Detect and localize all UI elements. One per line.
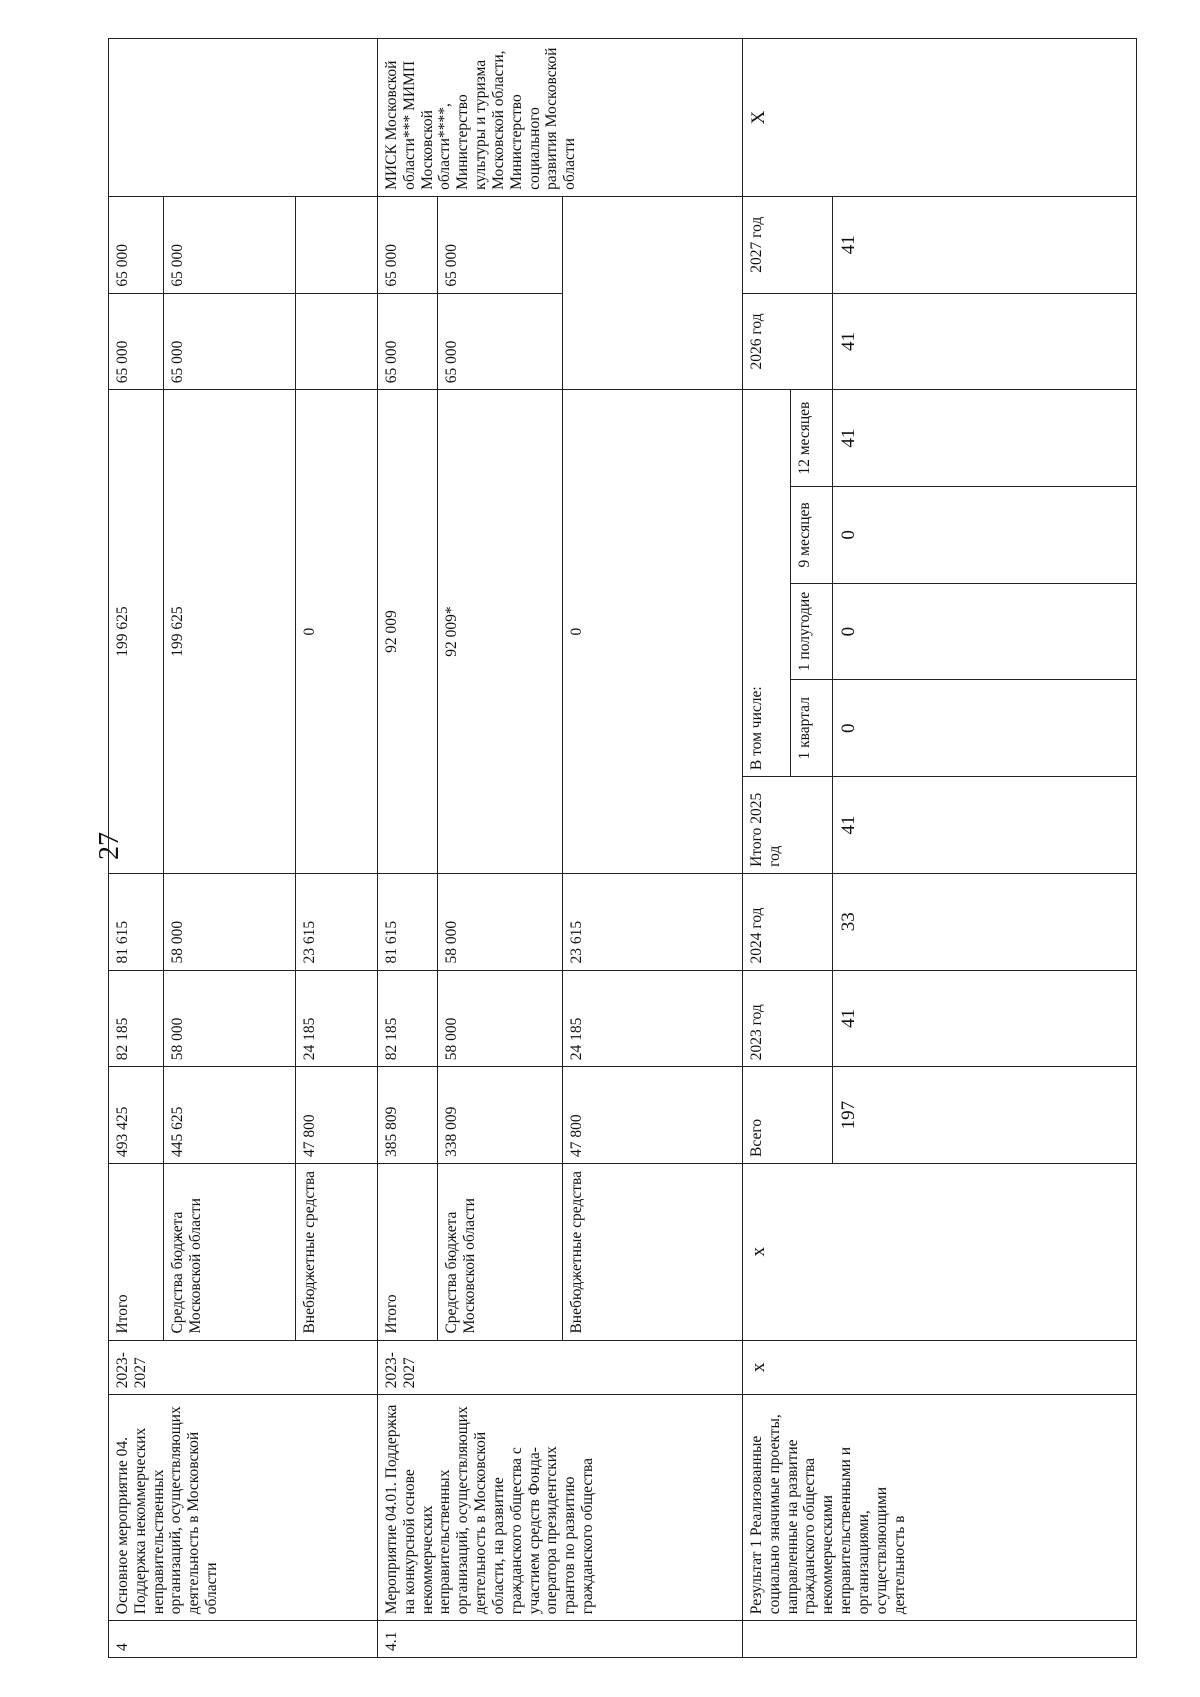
page-number: 27	[94, 832, 125, 860]
result-name: Результат 1 Реализованные социально значимые проекты, направленные на развитие гражданского общества некоммерческими неправительственными и организациями, осуществляющими деятельность в	[743, 1395, 1137, 1621]
amount-2027: 65 000	[378, 196, 438, 293]
value-2027: 41	[833, 196, 1137, 293]
amount-2026	[296, 293, 378, 390]
amount-total: 385 809	[378, 1067, 438, 1164]
value-q1: 0	[833, 680, 1137, 777]
program-activities-table	[108, 38, 1137, 1658]
amount-2024: 58 000	[164, 873, 296, 970]
header-9m: 9 месяцев	[791, 487, 833, 584]
responsible-executor: Х	[743, 39, 1137, 197]
header-2024: 2024 год	[743, 873, 833, 970]
value-12m: 41	[833, 390, 1137, 487]
amount-2024: 58 000	[438, 873, 563, 970]
amount-2027: 65 000	[438, 196, 563, 293]
header-q1: 1 квартал	[791, 680, 833, 777]
funding-source: Итого	[378, 1163, 438, 1340]
header-total: Всего	[743, 1067, 833, 1164]
amount-2026: 65 000	[438, 293, 563, 390]
amount-2023: 58 000	[164, 970, 296, 1067]
amount-2023: 82 185	[109, 970, 164, 1067]
row-number: 4	[109, 1621, 378, 1658]
activity-name: Мероприятие 04.01. Поддержка на конкурсной основе некоммерческих неправительственных организаций, осуществляющих деятельность в Московской области, на развитие гражданского общества с участием средств Фонда-оператора президентских грантов по развитию гражданского общества	[378, 1395, 743, 1621]
table-row	[743, 39, 791, 1658]
amount-2026: 65 000	[164, 293, 296, 390]
amount-2024: 23 615	[563, 873, 743, 970]
amount-2027: 65 000	[164, 196, 296, 293]
amount-2026: 65 000	[378, 293, 438, 390]
amount-2024: 81 615	[378, 873, 438, 970]
funding-source: Средства бюджета Московской области	[438, 1163, 563, 1340]
header-including: В том числе:	[743, 390, 791, 777]
row-number: 4.1	[378, 1621, 743, 1658]
amount-total: 338 009	[438, 1067, 563, 1164]
amount-total: 493 425	[109, 1067, 164, 1164]
value-total: 197	[833, 1067, 1137, 1164]
amount-2026-2027	[563, 196, 743, 389]
funding-source: Внебюджетные средства	[296, 1163, 378, 1340]
funding-source: Внебюджетные средства	[563, 1163, 743, 1340]
amount-2023: 24 185	[563, 970, 743, 1067]
amount-2025: 199 625	[109, 390, 164, 874]
amount-total: 47 800	[563, 1067, 743, 1164]
header-h1: 1 полугодие	[791, 583, 833, 680]
amount-2027: 65 000	[109, 196, 164, 293]
header-total-2025: Итого 2025 год	[743, 777, 833, 874]
header-2023: 2023 год	[743, 970, 833, 1067]
value-2023: 41	[833, 970, 1137, 1067]
amount-2025: 199 625	[164, 390, 296, 874]
amount-2025: 92 009	[378, 390, 438, 874]
row-number	[743, 1621, 1137, 1658]
amount-2023: 82 185	[378, 970, 438, 1067]
period: 2023-2027	[378, 1340, 743, 1395]
value-total-2025: 41	[833, 777, 1137, 874]
period: 2023-2027	[109, 1340, 378, 1395]
value-9m: 0	[833, 487, 1137, 584]
amount-2025: 0	[563, 390, 743, 874]
header-2026: 2026 год	[743, 293, 833, 390]
header-2027: 2027 год	[743, 196, 833, 293]
period: x	[743, 1340, 1137, 1395]
header-12m: 12 месяцев	[791, 390, 833, 487]
funding-source: x	[743, 1163, 1137, 1340]
amount-2024: 23 615	[296, 873, 378, 970]
table-row	[109, 39, 164, 1658]
value-2024: 33	[833, 873, 1137, 970]
amount-2025: 0	[296, 390, 378, 874]
amount-2023: 58 000	[438, 970, 563, 1067]
responsible-executor: МИСК Московской области*** МИМП Московской области****, Министерство культуры и туризма Московской области, Министерство социального развития Московской области	[378, 39, 743, 197]
amount-2024: 81 615	[109, 873, 164, 970]
activity-name: Основное мероприятие 04. Поддержка некоммерческих неправительственных организаций, осуществляющих деятельность в Московской области	[109, 1395, 378, 1621]
value-h1: 0	[833, 583, 1137, 680]
amount-total: 47 800	[296, 1067, 378, 1164]
amount-2025: 92 009*	[438, 390, 563, 874]
amount-2027	[296, 196, 378, 293]
responsible-executor	[109, 39, 378, 197]
rotated-table-container	[108, 38, 1136, 1658]
amount-2023: 24 185	[296, 970, 378, 1067]
table-row	[378, 39, 438, 1658]
amount-total: 445 625	[164, 1067, 296, 1164]
funding-source: Итого	[109, 1163, 164, 1340]
value-2026: 41	[833, 293, 1137, 390]
funding-source: Средства бюджета Московской области	[164, 1163, 296, 1340]
amount-2026: 65 000	[109, 293, 164, 390]
